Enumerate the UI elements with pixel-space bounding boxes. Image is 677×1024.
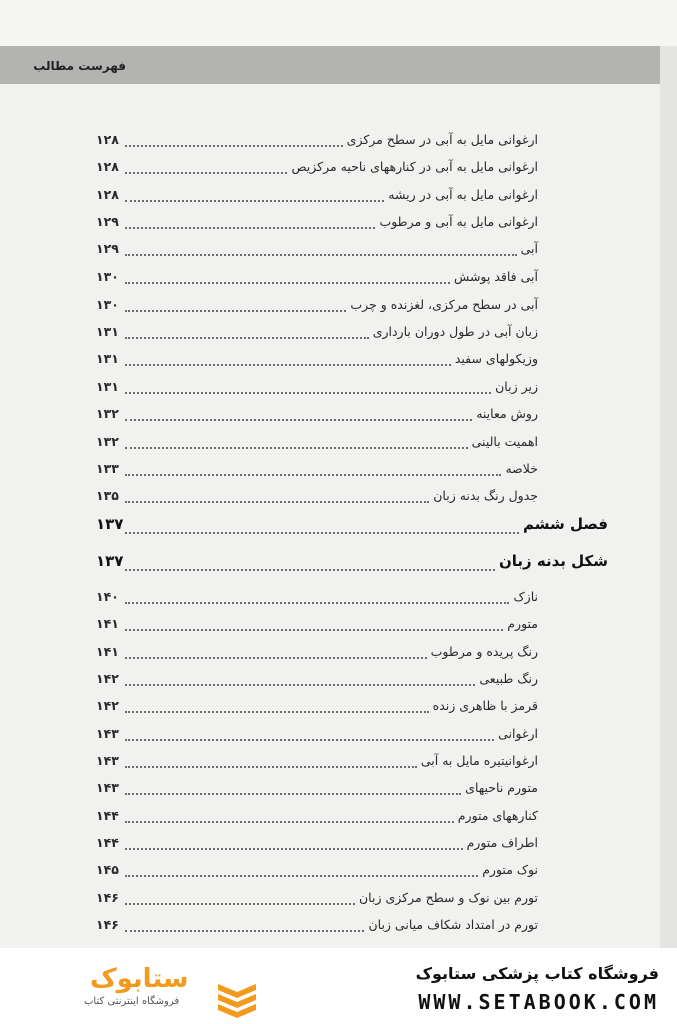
toc-entry-title: اهمیت بالینی	[471, 434, 538, 449]
toc-page-number: ۱۳۰	[96, 269, 119, 284]
toc-page-number: ۱۳۱	[96, 351, 119, 366]
toc-page-number: ۱۴۲	[96, 698, 119, 713]
toc-entry	[0, 375, 677, 401]
toc-entry	[0, 886, 677, 912]
toc-page-number: ۱۴۵	[96, 862, 119, 877]
toc-entry-title: خلاصه	[505, 461, 538, 476]
dot-leader	[125, 569, 495, 571]
toc-entry-title: آبی در سطح مرکزی، لغزنده و چرب	[350, 297, 538, 312]
toc-page-number: ۱۳۲	[96, 406, 119, 421]
toc-page-number: ۱۳۳	[96, 461, 119, 476]
toc-entry-title: متورم	[507, 616, 538, 631]
toc-entry-title: زیر زبان	[495, 379, 538, 394]
toc-entry-title: آبی فاقد پوشش	[454, 269, 538, 284]
toc-entry-title: ارغوانی	[498, 726, 538, 741]
toc-page-number: ۱۴۱	[96, 644, 119, 659]
dot-leader	[125, 848, 463, 850]
toc-entry	[0, 402, 677, 428]
toc-entry	[0, 858, 677, 884]
dot-leader	[125, 282, 450, 284]
dot-leader	[125, 447, 468, 449]
toc-entry-title: تورم در امتداد شکاف میانی زبان	[368, 917, 538, 932]
toc-entry	[0, 347, 677, 373]
logo-tagline: فروشگاه اینترنتی کتاب	[84, 996, 180, 1007]
toc-entry-title: آبی	[520, 241, 538, 256]
toc-entry-title: ارغوانی مایل به آبی در سطح مرکزی	[346, 132, 538, 147]
toc-entry	[0, 831, 677, 857]
dot-leader	[125, 364, 451, 366]
dot-leader	[125, 821, 454, 823]
dot-leader	[125, 172, 287, 174]
dot-leader	[125, 419, 472, 421]
dot-leader	[125, 501, 429, 503]
toc-entry-title: ارغوانی مایل به آبی و مرطوب	[379, 214, 538, 229]
toc-page-number: ۱۳۱	[96, 324, 119, 339]
toc-entry-title: اطراف متورم	[466, 835, 538, 850]
dot-leader	[125, 739, 494, 741]
toc-entry-title: نوک متورم	[482, 862, 538, 877]
dot-leader	[125, 532, 519, 534]
toc-entry-title: تورم بین نوک و سطح مرکزی زبان	[358, 890, 538, 905]
dot-leader	[125, 875, 478, 877]
toc-entry	[0, 749, 677, 775]
toc-entry-title: قرمز با ظاهری زنده	[432, 698, 538, 713]
toc-page-number: ۱۳۲	[96, 434, 119, 449]
dot-leader	[125, 310, 346, 312]
toc-entry	[0, 722, 677, 748]
toc-page-number: ۱۴۴	[96, 835, 119, 850]
toc-page-number: ۱۲۹	[96, 214, 119, 229]
toc-page-number: ۱۴۶	[96, 890, 119, 905]
toc-page-number: ۱۴۱	[96, 616, 119, 631]
dot-leader	[125, 657, 427, 659]
toc-page-number: ۱۳۵	[96, 488, 119, 503]
toc-entry-title: متورم ناحیهای	[465, 780, 538, 795]
running-header	[0, 46, 660, 84]
toc-entry	[0, 293, 677, 319]
toc-entry-title: زبان آبی در طول دوران بارداری	[372, 324, 538, 339]
toc-page-number: ۱۴۴	[96, 808, 119, 823]
toc-entry	[0, 128, 677, 154]
toc-entry-title: رنگ طبیعی	[479, 671, 538, 686]
toc-entry	[0, 320, 677, 346]
toc-entry-title: ارغوانی مایل به آبی در کنارههای ناحیه مرکزیص	[291, 159, 538, 174]
toc-entry	[0, 640, 677, 666]
toc-entry-title: جدول رنگ بدنه زبان	[433, 488, 538, 503]
logo-text: ستابوک	[90, 964, 189, 994]
toc-entry-title: فصل ششم	[523, 515, 608, 533]
toc-page-number: ۱۳۰	[96, 297, 119, 312]
toc-entry	[0, 265, 677, 291]
dot-leader	[125, 903, 355, 905]
toc-entry	[0, 155, 677, 181]
dot-leader	[125, 766, 417, 768]
toc-entry	[0, 210, 677, 236]
toc-entry	[0, 430, 677, 456]
dot-leader	[125, 684, 475, 686]
dot-leader	[125, 145, 343, 147]
toc-page-number: ۱۲۹	[96, 241, 119, 256]
dot-leader	[125, 711, 429, 713]
toc-page-number: ۱۳۱	[96, 379, 119, 394]
dot-leader	[125, 629, 503, 631]
store-url[interactable]: WWW.SETABOOK.COM	[418, 990, 659, 1014]
dot-leader	[125, 200, 384, 202]
toc-entry	[0, 694, 677, 720]
footer-banner	[0, 948, 677, 1024]
setabook-logo	[22, 960, 242, 1016]
toc-chapter-heading	[0, 550, 677, 576]
toc-entry	[0, 776, 677, 802]
toc-page-number: ۱۳۷	[96, 515, 124, 533]
book-stack-icon	[212, 980, 262, 1018]
toc-entry	[0, 484, 677, 510]
dot-leader	[125, 793, 461, 795]
toc-entry-title: نازک	[513, 589, 538, 604]
toc-entry-title: ارغوانیتیره مایل به آبی	[420, 753, 538, 768]
top-margin	[0, 0, 677, 46]
toc-entry	[0, 585, 677, 611]
dot-leader	[125, 474, 501, 476]
toc-entry	[0, 183, 677, 209]
dot-leader	[125, 392, 491, 394]
toc-page-number: ۱۴۰	[96, 589, 119, 604]
toc-page-number: ۱۳۷	[96, 552, 124, 570]
toc-entry	[0, 913, 677, 939]
toc-entry	[0, 237, 677, 263]
toc-entry	[0, 667, 677, 693]
toc-entry	[0, 457, 677, 483]
toc-entry-title: روش معاینه	[476, 406, 538, 421]
dot-leader	[125, 930, 364, 932]
toc-page-number: ۱۴۳	[96, 753, 119, 768]
dot-leader	[125, 227, 375, 229]
toc-entry	[0, 612, 677, 638]
store-name: فروشگاه کتاب پزشکی ستابوک	[415, 964, 659, 983]
dot-leader	[125, 602, 509, 604]
dot-leader	[125, 254, 517, 256]
toc-page-number: ۱۴۶	[96, 917, 119, 932]
toc-entry-title: شکل بدنه زبان	[498, 552, 608, 570]
toc-page-number: ۱۲۸	[96, 132, 119, 147]
toc-page-number: ۱۴۳	[96, 780, 119, 795]
toc-entry-title: وزیکولهای سفید	[454, 351, 538, 366]
toc-page-number: ۱۴۳	[96, 726, 119, 741]
toc-page-number: ۱۲۸	[96, 187, 119, 202]
dot-leader	[125, 337, 369, 339]
toc-entry	[0, 804, 677, 830]
toc-entry-title: کنارههای متورم	[457, 808, 538, 823]
toc-entry-title: ارغوانی مایل به آبی در ریشه	[388, 187, 538, 202]
toc-chapter-heading	[0, 513, 677, 539]
header-title: فهرست مطالب	[33, 59, 126, 73]
toc-entry-title: رنگ پریده و مرطوب	[430, 644, 538, 659]
toc-page-number: ۱۴۲	[96, 671, 119, 686]
toc-page-number: ۱۲۸	[96, 159, 119, 174]
